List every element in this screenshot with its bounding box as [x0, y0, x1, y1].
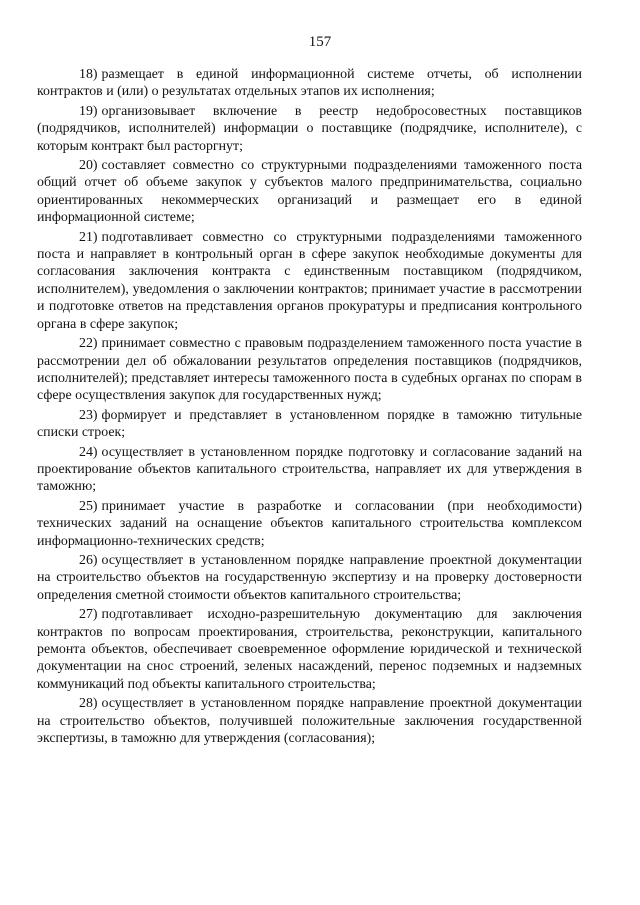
item-text: формирует и представляет в установленном порядке в таможню титульные списки строек; — [37, 407, 582, 441]
paragraph-item — [37, 606, 582, 693]
item-number: 27) — [79, 607, 98, 623]
item-text: принимает совместно с правовым подразделением таможенного поста участие в рассмотрении дел об обжаловании результатов определения поставщиков (подрядчиков, исполнителей); представляет интересы таможенного поста в судебных органах по спорам в сфере осуществления закупок для государственных нужд; — [37, 336, 582, 404]
item-number: 25) — [79, 498, 98, 514]
item-number: 23) — [79, 407, 98, 423]
item-text: организовывает включение в реестр недобросовестных поставщиков (подрядчиков, исполнителей) информации о поставщике (подрядчике, исполнителе), с которым контракт был расторгнут; — [37, 103, 582, 154]
item-text: составляет совместно со структурными подразделениями таможенного поста общий отчет об объеме закупок у субъектов малого предпринимательства, социально ориентированных некоммерческих организаций и размещает его в единой информационной системе; — [37, 158, 582, 226]
item-number: 18) — [79, 67, 98, 82]
paragraph-item — [37, 407, 582, 442]
paragraph-item — [37, 66, 582, 101]
item-text: подготавливает совместно со структурными подразделениями таможенного поста и направляет в контрольный орган в сфере закупок необходимые документы для согласования заключения контракта с единственным поставщиком (подрядчиком, исполнителем), уведомления о заключении контрактов; принимает участие в рассмотрении и подготовке ответов на представления органов прокуратуры и предписания контрольного органа в сфере закупок; — [37, 229, 582, 332]
paragraph-item — [37, 103, 582, 155]
item-text: размещает в единой информационной системе отчеты, об исполнении контрактов и (или) о результатах отдельных этапов их исполнения; — [37, 67, 582, 100]
item-text: осуществляет в установленном порядке подготовку и согласование заданий на проектирование объектов капитального строительства, направляет их для утверждения в таможню; — [37, 444, 582, 495]
item-text: осуществляет в установленном порядке направление проектной документации на строительство объектов на государственную экспертизу и на проверку достоверности определения сметной стоимости объектов капитального строительства; — [37, 552, 582, 603]
item-number: 24) — [79, 444, 98, 460]
paragraph-item — [37, 335, 582, 405]
page-number: 157 — [308, 34, 332, 50]
item-text: осуществляет в установленном порядке направление проектной документации на строительство объектов, получившей положительные заключения государственной экспертизы, в таможню для утверждения (согласования); — [37, 696, 582, 747]
paragraph-item — [37, 229, 582, 333]
document-body — [37, 66, 582, 749]
paragraph-item — [37, 498, 582, 550]
item-text: принимает участие в разработке и согласовании (при необходимости) технических заданий на оснащение объектов капитального строительства комплексом информационно-технических средств; — [37, 498, 582, 549]
paragraph-item — [37, 444, 582, 496]
item-number: 26) — [79, 552, 98, 568]
paragraph-item — [37, 695, 582, 747]
paragraph-item — [37, 157, 582, 227]
item-number: 19) — [79, 103, 98, 119]
item-number: 22) — [79, 336, 98, 352]
item-number: 21) — [79, 229, 98, 245]
item-number: 20) — [79, 158, 98, 174]
item-number: 28) — [79, 696, 98, 712]
paragraph-item — [37, 552, 582, 604]
item-text: подготавливает исходно-разрешительную документацию для заключения контрактов по вопросам проектирования, строительства, реконструкции, капитального ремонта объектов, обеспечивает своевременное оформление юридической и технической документации на снос строений, зеленых насаждений, перенос подземных и надземных коммуникаций под объекты капитального строительства; — [37, 607, 582, 692]
